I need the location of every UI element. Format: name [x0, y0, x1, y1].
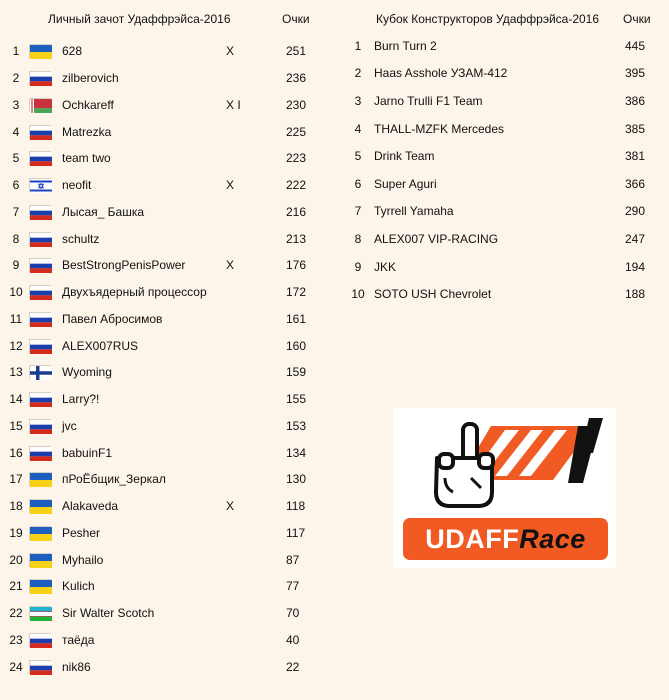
driver-position: 14: [9, 392, 23, 407]
driver-points: 155: [286, 392, 307, 407]
driver-points: 70: [286, 606, 300, 621]
driver-name: team two: [62, 151, 111, 166]
team-position: 9: [354, 259, 362, 274]
drivers-standings-table: [0, 38, 320, 680]
driver-position: 7: [12, 204, 20, 219]
driver-name: Pesher: [62, 525, 101, 540]
driver-row: [0, 199, 320, 226]
driver-points: 216: [286, 204, 307, 219]
logo-badge: [403, 518, 608, 560]
driver-position: 23: [9, 632, 23, 647]
driver-points: 172: [286, 285, 307, 300]
team-points: 385: [625, 121, 646, 136]
team-row: [340, 115, 660, 143]
logo-text-udaff: UDAFF: [425, 524, 520, 554]
team-row: [340, 32, 660, 60]
driver-position: 22: [9, 606, 23, 621]
driver-position: 15: [9, 418, 23, 433]
driver-row: [0, 386, 320, 413]
drivers-title: Личный зачот Удаффрэйса-2016: [48, 12, 231, 26]
team-name: Jarno Trulli F1 Team: [374, 93, 483, 108]
driver-points: 117: [286, 525, 306, 540]
driver-position: 20: [9, 552, 23, 567]
logo-text: [403, 518, 608, 560]
driver-mark: X: [226, 44, 235, 59]
driver-name: jvc: [62, 418, 77, 433]
driver-row: [0, 653, 320, 680]
team-name: Burn Turn 2: [374, 38, 437, 53]
driver-points: 134: [286, 445, 307, 460]
driver-points: 40: [286, 632, 300, 647]
ukraine-flag-icon: [29, 526, 51, 540]
driver-name: Myhailo: [62, 552, 104, 567]
driver-points: 22: [286, 659, 300, 674]
driver-name: ALEX007RUS: [62, 338, 139, 353]
team-name: Haas Asshole УЗАМ-412: [374, 66, 508, 81]
team-name: SOTO USH Chevrolet: [374, 287, 492, 302]
driver-name: babuinF1: [62, 445, 113, 460]
russia-flag-icon: [29, 232, 51, 246]
team-position: 4: [354, 121, 362, 136]
team-position: 2: [354, 66, 362, 81]
team-points: 290: [625, 204, 646, 219]
driver-row: [0, 413, 320, 440]
russia-flag-icon: [29, 392, 51, 406]
driver-points: 159: [286, 365, 307, 380]
driver-row: [0, 172, 320, 199]
driver-points: 87: [286, 552, 300, 567]
driver-position: 8: [12, 231, 20, 246]
team-row: [340, 142, 660, 170]
driver-row: [0, 38, 320, 65]
driver-row: [0, 332, 320, 359]
team-name: Tyrrell Yamaha: [374, 204, 454, 219]
driver-points: 223: [286, 151, 307, 166]
driver-name: nik86: [62, 659, 91, 674]
driver-points: 176: [286, 258, 307, 273]
driver-name: Лысая_ Башка: [62, 204, 145, 219]
uzbekistan-flag-icon: [29, 606, 51, 620]
driver-name: zilberovich: [62, 71, 119, 86]
driver-points: 161: [286, 311, 307, 326]
team-row: [340, 253, 660, 281]
ukraine-flag-icon: [29, 472, 51, 486]
driver-name: Alakaveda: [62, 499, 119, 514]
driver-points: 213: [286, 231, 307, 246]
ukraine-flag-icon: [29, 499, 51, 513]
team-points: 247: [625, 231, 646, 246]
team-row: [340, 87, 660, 115]
driver-name: Sir Walter Scotch: [62, 606, 155, 621]
drivers-points-header: Очки: [282, 12, 310, 26]
driver-row: [0, 65, 320, 92]
driver-position: 12: [9, 338, 23, 353]
team-row: [340, 225, 660, 253]
ukraine-flag-icon: [29, 579, 51, 593]
ukraine-flag-icon: [29, 44, 51, 58]
driver-position: 19: [9, 525, 23, 540]
driver-row: [0, 600, 320, 627]
driver-points: 251: [286, 44, 307, 59]
driver-row: [0, 493, 320, 520]
driver-row: [0, 279, 320, 306]
russia-flag-icon: [29, 125, 51, 139]
driver-row: [0, 118, 320, 145]
team-name: THALL-MZFK Mercedes: [374, 121, 505, 136]
russia-flag-icon: [29, 419, 51, 433]
driver-name: таёда: [62, 632, 95, 647]
driver-row: [0, 145, 320, 172]
driver-position: 10: [9, 285, 23, 300]
driver-name: 628: [62, 44, 83, 59]
team-points: 188: [625, 287, 646, 302]
russia-flag-icon: [29, 339, 51, 353]
driver-points: 118: [286, 499, 306, 514]
driver-name: Kulich: [62, 579, 95, 594]
israel-flag-icon: [29, 178, 51, 192]
driver-row: [0, 439, 320, 466]
team-points: 445: [625, 38, 646, 53]
team-name: ALEX007 VIP-RACING: [374, 231, 499, 246]
team-points: 194: [625, 259, 646, 274]
driver-row: [0, 92, 320, 119]
team-position: 3: [354, 93, 362, 108]
russia-flag-icon: [29, 258, 51, 272]
middle-finger-fist-icon: [393, 408, 616, 518]
team-row: [340, 280, 660, 308]
team-name: JKK: [374, 259, 397, 274]
team-points: 366: [625, 176, 646, 191]
driver-name: Двухъядерный процессор: [62, 285, 207, 300]
russia-flag-icon: [29, 285, 51, 299]
driver-points: 225: [286, 124, 307, 139]
team-position: 7: [354, 204, 362, 219]
driver-row: [0, 306, 320, 333]
russia-flag-icon: [29, 71, 51, 85]
driver-position: 1: [12, 44, 20, 59]
driver-position: 11: [9, 311, 23, 326]
team-position: 8: [354, 231, 362, 246]
driver-points: 160: [286, 338, 307, 353]
driver-mark: X: [226, 499, 235, 514]
driver-points: 222: [286, 178, 307, 193]
driver-row: [0, 359, 320, 386]
driver-position: 4: [12, 124, 20, 139]
driver-name: Matrezka: [62, 124, 112, 139]
driver-position: 3: [12, 97, 20, 112]
team-position: 10: [351, 287, 365, 302]
driver-points: 236: [286, 71, 307, 86]
driver-row: [0, 546, 320, 573]
driver-name: neofit: [62, 178, 92, 193]
belarus-flag-icon: [29, 98, 51, 112]
team-row: [340, 60, 660, 88]
driver-row: [0, 252, 320, 279]
teams-points-header: Очки: [623, 12, 651, 26]
driver-mark: X: [226, 178, 235, 193]
driver-position: 24: [9, 659, 23, 674]
driver-name: Wyoming: [62, 365, 112, 380]
driver-position: 13: [9, 365, 23, 380]
driver-position: 18: [9, 499, 23, 514]
logo-text-race: Race: [519, 524, 586, 554]
russia-flag-icon: [29, 151, 51, 165]
driver-points: 230: [286, 97, 307, 112]
driver-name: Larry?!: [62, 392, 100, 407]
team-position: 1: [354, 38, 362, 53]
russia-flag-icon: [29, 660, 51, 674]
driver-points: 77: [286, 579, 300, 594]
driver-row: [0, 520, 320, 547]
driver-row: [0, 627, 320, 654]
driver-name: Ochkareff: [62, 97, 114, 112]
team-row: [340, 170, 660, 198]
driver-row: [0, 225, 320, 252]
driver-row: [0, 466, 320, 493]
driver-position: 16: [9, 445, 23, 460]
driver-mark: X I: [226, 97, 241, 112]
team-position: 5: [354, 149, 362, 164]
driver-position: 9: [12, 258, 20, 273]
russia-flag-icon: [29, 633, 51, 647]
russia-flag-icon: [29, 446, 51, 460]
ukraine-flag-icon: [29, 553, 51, 567]
driver-position: 17: [9, 472, 23, 487]
team-row: [340, 198, 660, 226]
driver-position: 5: [12, 151, 20, 166]
team-position: 6: [354, 176, 362, 191]
driver-position: 21: [9, 579, 23, 594]
constructors-standings-table: [340, 32, 660, 308]
driver-position: 6: [12, 178, 20, 193]
driver-position: 2: [12, 71, 20, 86]
team-name: Super Aguri: [374, 176, 437, 191]
russia-flag-icon: [29, 312, 51, 326]
team-points: 381: [625, 149, 646, 164]
driver-name: BestStrongPenisPower: [62, 258, 186, 273]
team-points: 395: [625, 66, 646, 81]
driver-mark: X: [226, 258, 235, 273]
driver-points: 153: [286, 418, 307, 433]
teams-title: Кубок Конструкторов Удаффрэйса-2016: [376, 12, 600, 26]
driver-name: пРоЁбщик_Зеркал: [62, 472, 166, 487]
driver-name: Павел Абросимов: [62, 311, 163, 326]
team-name: Drink Team: [374, 149, 435, 164]
udaffrace-logo: [393, 408, 616, 568]
driver-row: [0, 573, 320, 600]
driver-name: schultz: [62, 231, 100, 246]
driver-points: 130: [286, 472, 307, 487]
russia-flag-icon: [29, 205, 51, 219]
finland-flag-icon: [29, 365, 51, 379]
team-points: 386: [625, 93, 646, 108]
